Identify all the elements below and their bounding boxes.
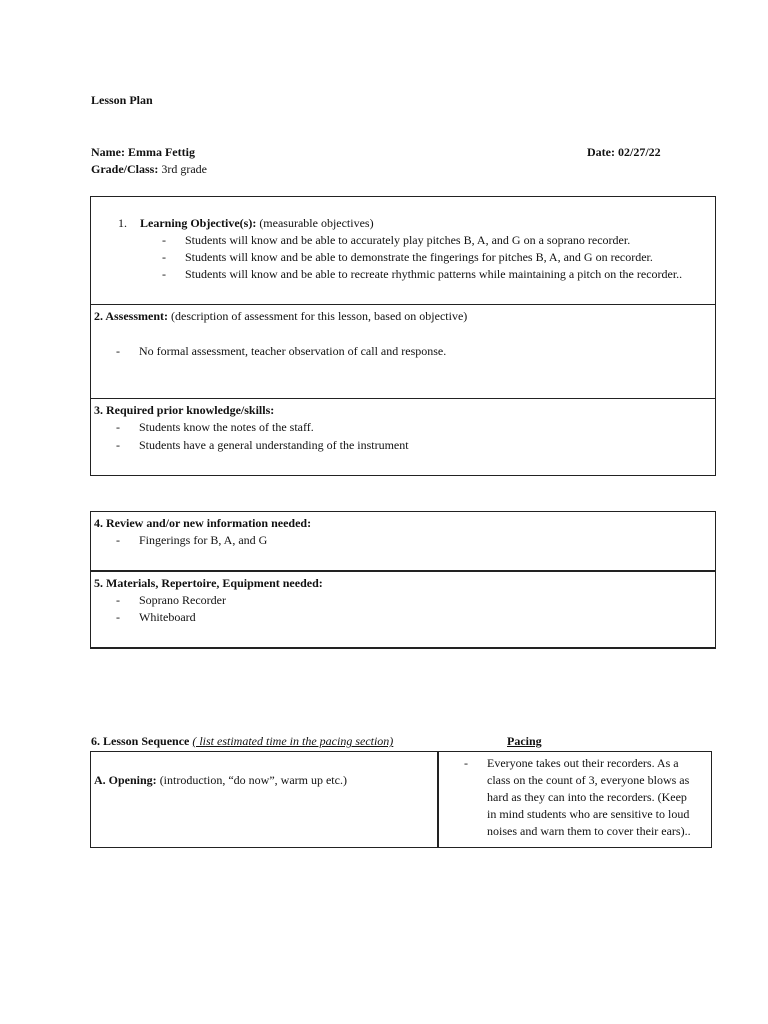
learning-objectives-heading xyxy=(118,215,374,232)
materials-heading: 5. Materials, Repertoire, Equipment needed: xyxy=(94,576,323,590)
opening-title: A. Opening: xyxy=(94,773,157,787)
section-divider xyxy=(90,570,716,572)
review-item: Fingerings for B, A, and G xyxy=(139,533,268,547)
section-divider xyxy=(90,398,716,399)
table-column-divider xyxy=(437,751,439,848)
prior-knowledge-item: Students have a general understanding of the instrument xyxy=(139,438,409,452)
date-label: Date: xyxy=(587,145,615,159)
grade-label: Grade/Class: xyxy=(91,162,159,176)
materials-item: Soprano Recorder xyxy=(139,593,226,607)
pacing-line: noises and warn them to cover their ears).. xyxy=(487,824,691,838)
learning-objectives-title: Learning Objective(s): xyxy=(140,216,257,230)
pacing-line: class on the count of 3, everyone blows as xyxy=(487,773,690,787)
prior-knowledge-item: Students know the notes of the staff. xyxy=(139,420,314,434)
assessment-heading xyxy=(94,308,467,325)
materials-item: Whiteboard xyxy=(139,610,196,624)
section-number: 1. xyxy=(118,216,127,230)
pacing-heading: Pacing xyxy=(507,734,542,748)
pacing-line: in mind students who are sensitive to loud xyxy=(487,807,690,821)
opening-note: (introduction, “do now”, warm up etc.) xyxy=(159,773,347,787)
objective-item: Students will know and be able to demonstrate the fingerings for pitches B, A, and G on recorder. xyxy=(185,250,653,264)
bullet: - xyxy=(162,267,166,281)
bullet: - xyxy=(464,756,468,770)
opening-pacing-text xyxy=(487,755,691,840)
lesson-sequence-title: 6. Lesson Sequence xyxy=(91,734,190,748)
objective-item: Students will know and be able to accurately play pitches B, A, and G on a soprano recorder. xyxy=(185,233,631,247)
grade-row xyxy=(91,161,207,178)
bullet: - xyxy=(116,593,120,607)
pacing-line: Everyone takes out their recorders. As a xyxy=(487,756,679,770)
document-title: Lesson Plan xyxy=(91,93,153,107)
review-heading: 4. Review and/or new information needed: xyxy=(94,516,312,530)
learning-objectives-note: (measurable objectives) xyxy=(259,216,374,230)
name-label: Name: xyxy=(91,145,125,159)
bullet: - xyxy=(116,533,120,547)
lesson-sequence-heading xyxy=(91,733,393,750)
date-row xyxy=(587,144,661,161)
bullet: - xyxy=(116,438,120,452)
bullet: - xyxy=(116,344,120,358)
bullet: - xyxy=(162,233,166,247)
objective-item: Students will know and be able to recreate rhythmic patterns while maintaining a pitch on the recorder.. xyxy=(185,267,683,281)
bullet: - xyxy=(162,250,166,264)
section-divider xyxy=(90,304,716,305)
assessment-item: No formal assessment, teacher observation of call and response. xyxy=(139,344,447,358)
assessment-title: 2. Assessment: xyxy=(94,309,168,323)
bullet: - xyxy=(116,610,120,624)
assessment-note: (description of assessment for this lesson, based on objective) xyxy=(171,309,468,323)
prior-knowledge-heading: 3. Required prior knowledge/skills: xyxy=(94,403,275,417)
bullet: - xyxy=(116,420,120,434)
date-value: 02/27/22 xyxy=(617,145,661,159)
opening-cell xyxy=(94,772,347,789)
name-row xyxy=(91,144,195,161)
grade-value: 3rd grade xyxy=(161,162,207,176)
name-value: Emma Fettig xyxy=(127,145,195,159)
pacing-line: hard as they can into the recorders. (Keep xyxy=(487,790,687,804)
lesson-sequence-note: ( list estimated time in the pacing section) xyxy=(192,734,394,748)
